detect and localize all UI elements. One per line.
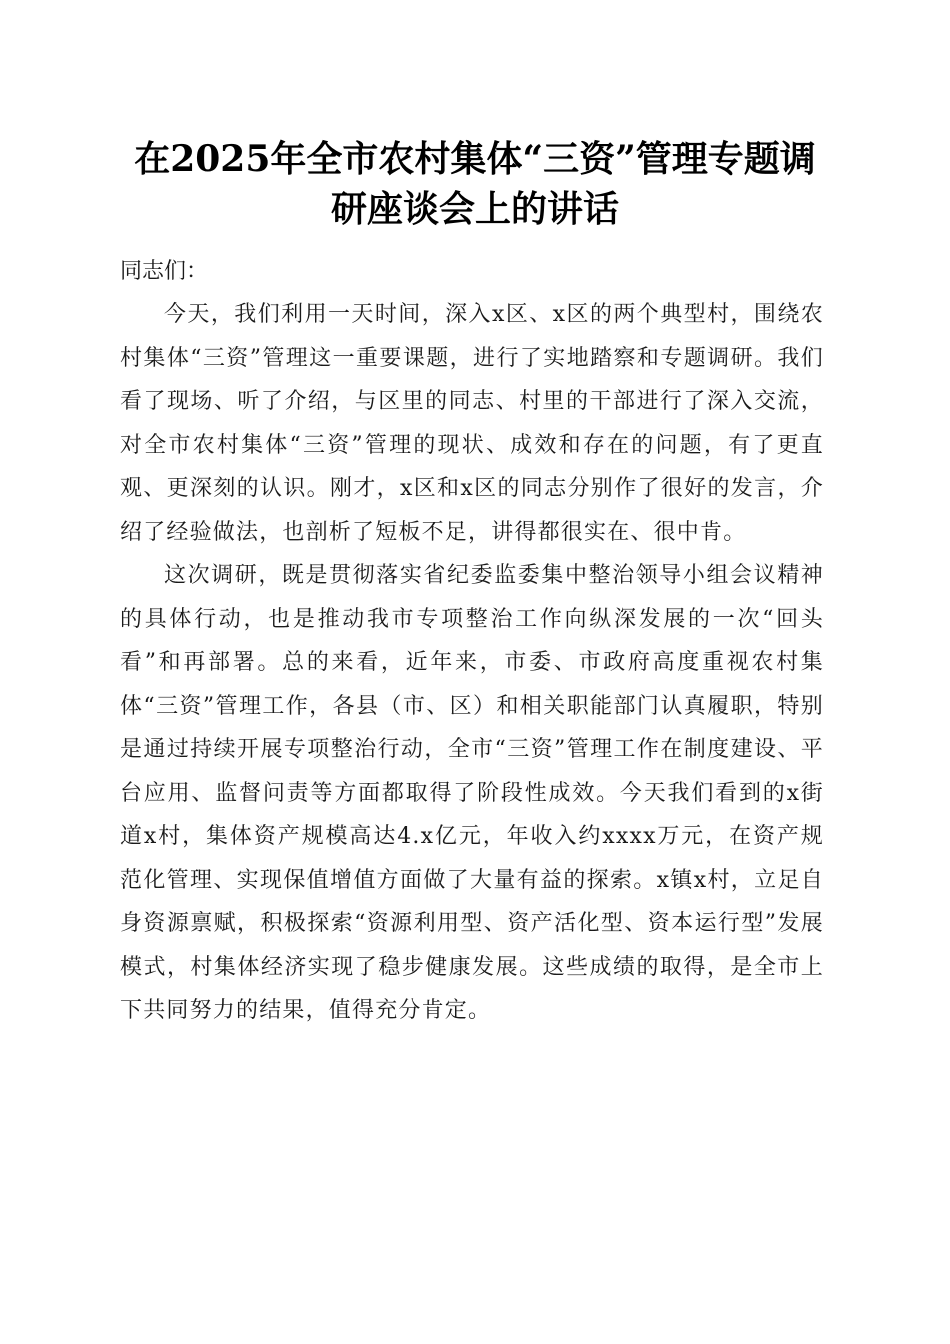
document-body xyxy=(120,250,824,1033)
salutation: 同志们： xyxy=(120,259,209,284)
paragraph-1: 今天，我们利用一天时间，深入x区、x区的两个典型村，围绕农村集体“三资”管理这一重要课题，进行了实地踏察和专题调研。我们看了现场、听了介绍，与区里的同志、村里的干部进行了深入交流，对全市农村集体“三资”管理的现状、成效和存在的问题，有了更直观、更深刻的认识。刚才，x区和x区的同志分别作了很好的发言，介绍了经验做法，也剖析了短板不足，讲得都很实在、很中肯。 xyxy=(120,302,824,545)
title-line-1: 在2025年全市农村集体“三资”管理专题调 xyxy=(134,138,816,180)
paragraph-2: 这次调研，既是贯彻落实省纪委监委集中整治领导小组会议精神的具体行动，也是推动我市专项整治工作向纵深发展的一次“回头看”和再部署。总的来看，近年来，市委、市政府高度重视农村集体“三资”管理工作，各县（市、区）和相关职能部门认真履职，特别是通过持续开展专项整治行动，全市“三资”管理工作在制度建设、平台应用、监督问责等方面都取得了阶段性成效。今天我们看到的x街道x村，集体资产规模高达4.x亿元，年收入约xxxx万元，在资产规范化管理、实现保值增值方面做了大量有益的探索。x镇x村，立足自身资源禀赋，积极探索“资源利用型、资产活化型、资本运行型”发展模式，村集体经济实现了稳步健康发展。这些成绩的取得，是全市上下共同努力的结果，值得充分肯定。 xyxy=(120,563,824,1023)
title-line-2: 研座谈会上的讲话 xyxy=(330,188,619,230)
document-title xyxy=(120,134,830,234)
